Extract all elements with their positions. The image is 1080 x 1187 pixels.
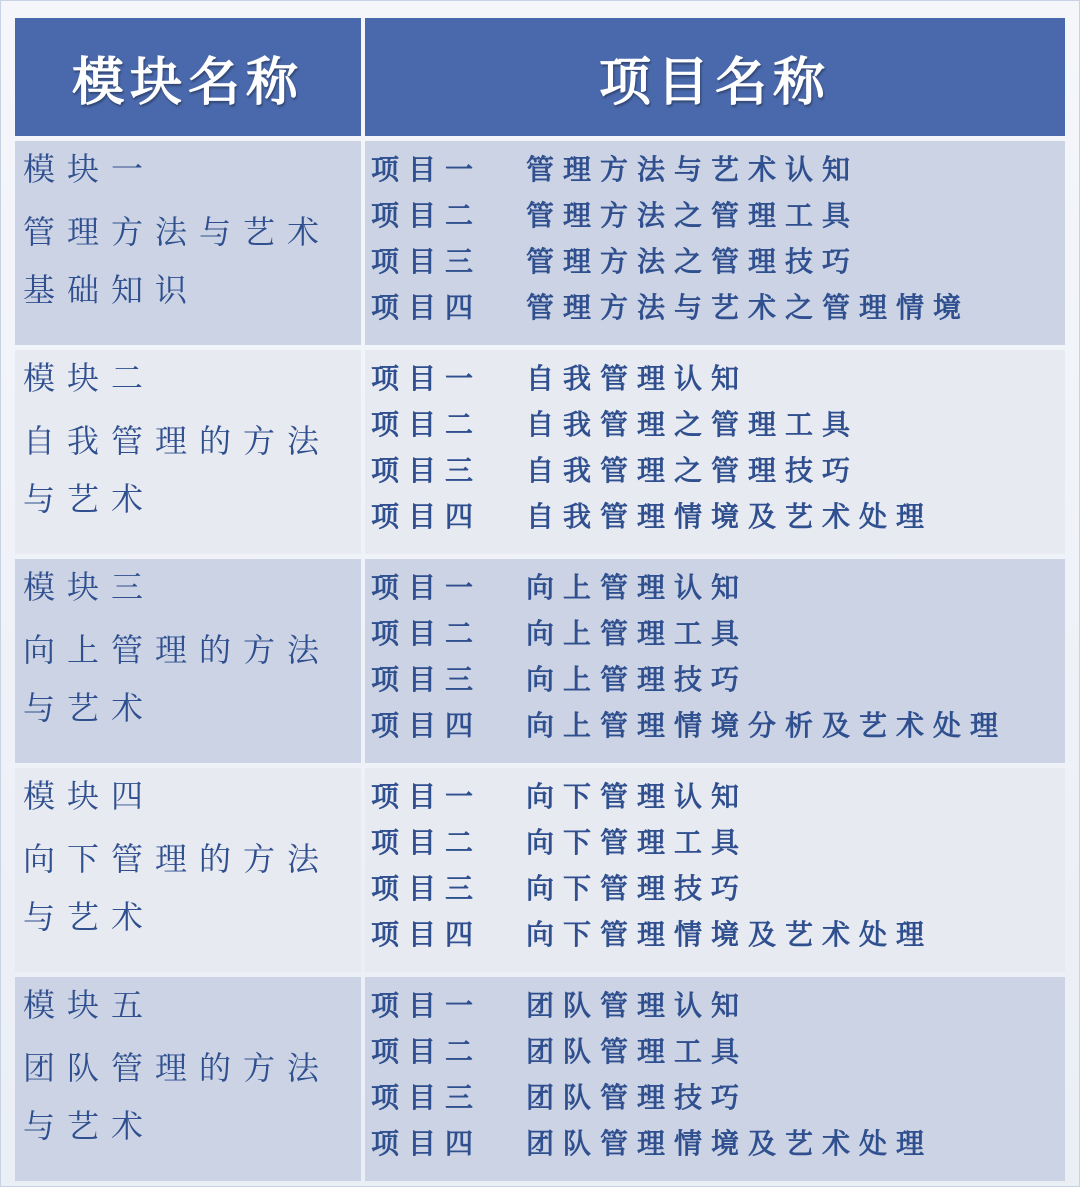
project-title: 管理方法之管理技巧	[526, 245, 860, 278]
list-item	[371, 701, 1065, 747]
project-number: 项目三	[371, 454, 483, 487]
project-column-header: 项目名称	[365, 18, 1065, 136]
project-number: 项目一	[371, 153, 483, 186]
project-number: 项目二	[371, 408, 483, 441]
module-cell	[15, 768, 361, 972]
project-cell	[365, 559, 1065, 763]
project-title: 团队管理工具	[526, 1035, 749, 1068]
list-item	[371, 446, 1065, 492]
project-title: 团队管理情境及艺术处理	[526, 1127, 934, 1160]
module-column-header: 模块名称	[15, 18, 361, 136]
module-name: 自我管理的方法与艺术	[23, 422, 332, 518]
module-cell	[15, 141, 361, 345]
project-cell	[365, 977, 1065, 1181]
list-item	[371, 1073, 1065, 1119]
header-row	[15, 18, 1065, 136]
project-number: 项目三	[371, 663, 483, 696]
table-row	[15, 559, 1065, 763]
project-number: 项目二	[371, 1035, 483, 1068]
project-number: 项目一	[371, 571, 483, 604]
project-number: 项目二	[371, 199, 483, 232]
project-title: 向下管理情境及艺术处理	[526, 918, 934, 951]
project-title: 团队管理认知	[526, 989, 749, 1022]
module-code: 模块三	[23, 568, 156, 606]
table-row	[15, 350, 1065, 554]
list-item	[371, 772, 1065, 818]
project-number: 项目一	[371, 362, 483, 395]
project-number: 项目四	[371, 500, 483, 533]
project-number: 项目三	[371, 1081, 483, 1114]
project-number: 项目四	[371, 291, 483, 324]
list-item	[371, 818, 1065, 864]
project-number: 项目四	[371, 709, 483, 742]
project-number: 项目一	[371, 989, 483, 1022]
course-table	[11, 13, 1069, 1186]
project-number: 项目一	[371, 780, 483, 813]
project-title: 向上管理技巧	[526, 663, 749, 696]
project-cell	[365, 350, 1065, 554]
project-title: 管理方法与艺术之管理情境	[526, 291, 971, 324]
project-title: 管理方法之管理工具	[526, 199, 860, 232]
list-item	[371, 354, 1065, 400]
module-code: 模块五	[23, 986, 156, 1024]
project-number: 项目四	[371, 918, 483, 951]
module-cell	[15, 350, 361, 554]
project-title: 管理方法与艺术认知	[526, 153, 860, 186]
list-item	[371, 864, 1065, 910]
list-item	[371, 492, 1065, 538]
project-title: 自我管理认知	[526, 362, 749, 395]
list-item	[371, 145, 1065, 191]
table-body	[15, 141, 1065, 1181]
list-item	[371, 1119, 1065, 1165]
project-number: 项目二	[371, 826, 483, 859]
project-title: 向下管理技巧	[526, 872, 749, 905]
list-item	[371, 283, 1065, 329]
module-code: 模块四	[23, 777, 156, 815]
project-title: 团队管理技巧	[526, 1081, 749, 1114]
table-header	[15, 18, 1065, 136]
table-row	[15, 768, 1065, 972]
project-title: 向下管理认知	[526, 780, 749, 813]
module-name: 向下管理的方法与艺术	[23, 840, 332, 936]
list-item	[371, 1027, 1065, 1073]
list-item	[371, 191, 1065, 237]
project-cell	[365, 141, 1065, 345]
project-title: 向上管理情境分析及艺术处理	[526, 709, 1008, 742]
table-row	[15, 141, 1065, 345]
list-item	[371, 981, 1065, 1027]
list-item	[371, 655, 1065, 701]
project-number: 项目三	[371, 245, 483, 278]
project-title: 自我管理之管理技巧	[526, 454, 860, 487]
module-code: 模块一	[23, 150, 156, 188]
module-name: 管理方法与艺术基础知识	[23, 213, 332, 309]
project-number: 项目四	[371, 1127, 483, 1160]
project-title: 向上管理认知	[526, 571, 749, 604]
project-title: 向下管理工具	[526, 826, 749, 859]
project-title: 自我管理情境及艺术处理	[526, 500, 934, 533]
project-number: 项目三	[371, 872, 483, 905]
module-cell	[15, 559, 361, 763]
project-title: 向上管理工具	[526, 617, 749, 650]
list-item	[371, 237, 1065, 283]
list-item	[371, 400, 1065, 446]
module-name: 向上管理的方法与艺术	[23, 631, 332, 727]
list-item	[371, 563, 1065, 609]
module-cell	[15, 977, 361, 1181]
project-number: 项目二	[371, 617, 483, 650]
module-code: 模块二	[23, 359, 156, 397]
project-title: 自我管理之管理工具	[526, 408, 860, 441]
list-item	[371, 609, 1065, 655]
module-name: 团队管理的方法与艺术	[23, 1049, 332, 1145]
table-row	[15, 977, 1065, 1181]
project-cell	[365, 768, 1065, 972]
list-item	[371, 910, 1065, 956]
